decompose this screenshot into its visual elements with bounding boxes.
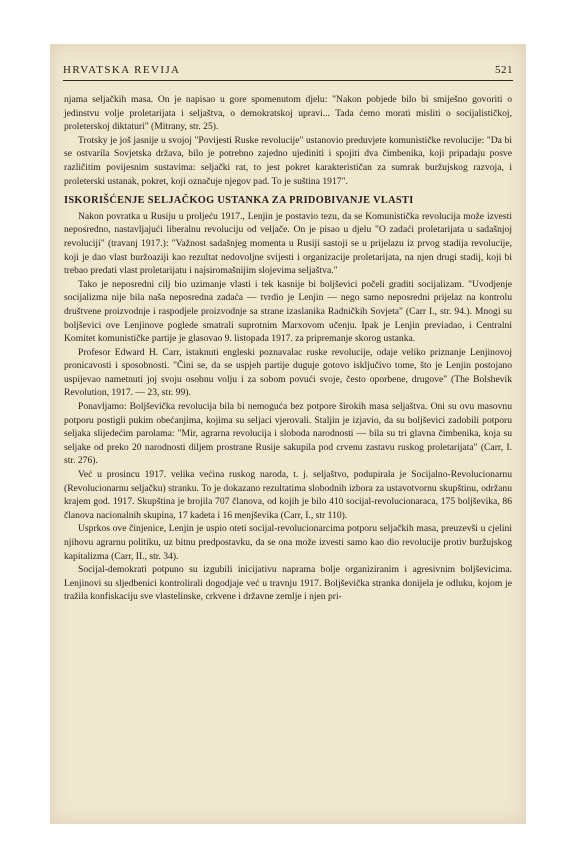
paragraph: njama seljačkih masa. On je napisao u gore spomenutom djelu: "Nakon pobjede bilo bi smiješno govoriti o jedinstvu volje proletarijata i seljaštva, o demokratskoj upravi... Tada ćemo morati misliti o socijalističkoj, proleterskoj diktaturi" (Mitrany, str. 25).	[64, 94, 512, 133]
section-heading: ISKORIŠĆENJE SELJAČKOG USTANKA ZA PRIDOBIVANJE VLASTI	[64, 195, 414, 207]
page-number: 521	[495, 64, 513, 76]
journal-title: HRVATSKA REVIJA	[63, 64, 181, 76]
paragraph: Nakon povratka u Rusiju u proljeću 1917., Lenjin je postavio tezu, da se Komunistička revolucija može izvesti neposredno, nastavljajući liberalnu revoluciju od veljače. On je pisao u djelu "O zadaći proletarijata u sadašnjoj revoluciji" (travanj 1917.): "Važnost sadašnjeg momenta u Rusiji sastoji se u prijelazu iz prvog stadija revolucije, koji je dao vlast buržoaziji kao rezultat nedovoljne svijesti i organizacije proletarijata, na njen drugi stadij, koji bi trebao predati vlast proletarijatu i najsiromašnijim slojevima seljaštva."	[64, 210, 512, 277]
paragraph: Socijal-demokrati potpuno su izgubili inicijativu naprama bolje organiziranim i agresivnim boljševicima. Lenjinovi su sljedbenici kontrolirali dogodjaje već u travnju 1917. Boljševička stranka donijela je odluku, kojom je tražila konfiskaciju sve vlastelinske, crkvene i državne zemlje i njen pri-	[64, 564, 512, 603]
paragraph: Usprkos ove činjenice, Lenjin je uspio oteti socijal-revolucionarcima potporu seljačkih masa, preuzevši u cjelini njihovu agrarnu politiku, uz bitnu predpostavku, da se ona može izvesti samo kao dio revolucije protiv buržujskog kapitalizma (Carr, II., str. 34).	[64, 523, 512, 562]
paragraph: Tako je neposredni cilj bio uzimanje vlasti i tek kasnije bi boljševici počeli graditi socijalizam. "Uvodjenje socijalizma nije bila naša neposredna zadaća — tvrdio je Lenjin — nego samo neposredni prijelaz na kontrolu društvene proizvodnje i raspodjele proizvodnje sa strane izaslanika Radničkih Sovjeta" (Carr I., str. 94.). Mnogi su boljševici ove Lenjinove poglede smatrali suprotnim Marxovom učenju. Ipak je Lenjin previadao, i Centralni Komitet komunističke partije je glasovao 9. listopada 1917. za pripremanje skorog ustanka.	[64, 278, 512, 345]
body-text	[64, 93, 512, 604]
paragraph: Već u prosincu 1917. velika većina ruskog naroda, t. j. seljaštvo, podupirala je Socijalno-Revolucionarnu (Revolucionarnu seljačku) stranku. To je dokazano rezultatima slobodnih izbora za ustavotvornu skupštinu, održanu krajem god. 1917. Skupština je brojila 707 članova, od kojih je bilo 410 socijal-revolucionaraca, 175 boljševika, 86 članova nacionalnih skupina, 17 kadeta i 16 menjševika (Carr, I., str 110).	[64, 469, 512, 521]
paragraph: Trotsky je još jasnije u svojoj "Povijesti Ruske revolucije" ustanovio preduvjete komunističke revolucije: "Da bi se ostvarila Sovjetska država, bilo je potrebno zajedno ujediniti i spojiti dva čimbenika, koji pripadaju posve različitim povijesnim sustavima: seljački rat, to jest pokret karakterističan za sumrak buržujskog razvoja, i proleterski ustanak, pokret, koji označuje njegov pad. To je suština 1917".	[64, 134, 512, 187]
paragraph: Profesor Edward H. Carr, istaknuti engleski poznavalac ruske revolucije, odaje veliko priznanje Lenjinovoj pronicavosti i sposobnosti. "Čini se, da se uspjeh partije duguje gotovo isključivo tome, što je Lenjin postojano uspijevao nametnuti joj svoju osobnu volju i za sobom povući svoje, često oporbene, drugove" (The Bolshevik Revolution, 1917. — 23, str. 99).	[64, 346, 512, 399]
paragraph: Ponavljamo: Boljševička revolucija bila bi nemoguća bez potpore širokih masa seljaštva. Oni su ovu masovnu potporu postigli pukim obećanjima, kojima su seljaci vjerovali. Staljin je izjavio, da su boljševici zadobili potporu seljaka slijedećim parolama: "Mir, agrarna revolucija i sloboda narodnosti — bila su tri glavna čimbenika, koja su seljake od preko 20 narodnosti diljem prostrane Rusije sakupila pod crvenu zastavu ruskog proletarijata" (Carr, I. str. 276).	[64, 401, 512, 467]
header-rule	[63, 80, 513, 81]
running-header	[63, 64, 513, 76]
book-page	[50, 44, 526, 824]
